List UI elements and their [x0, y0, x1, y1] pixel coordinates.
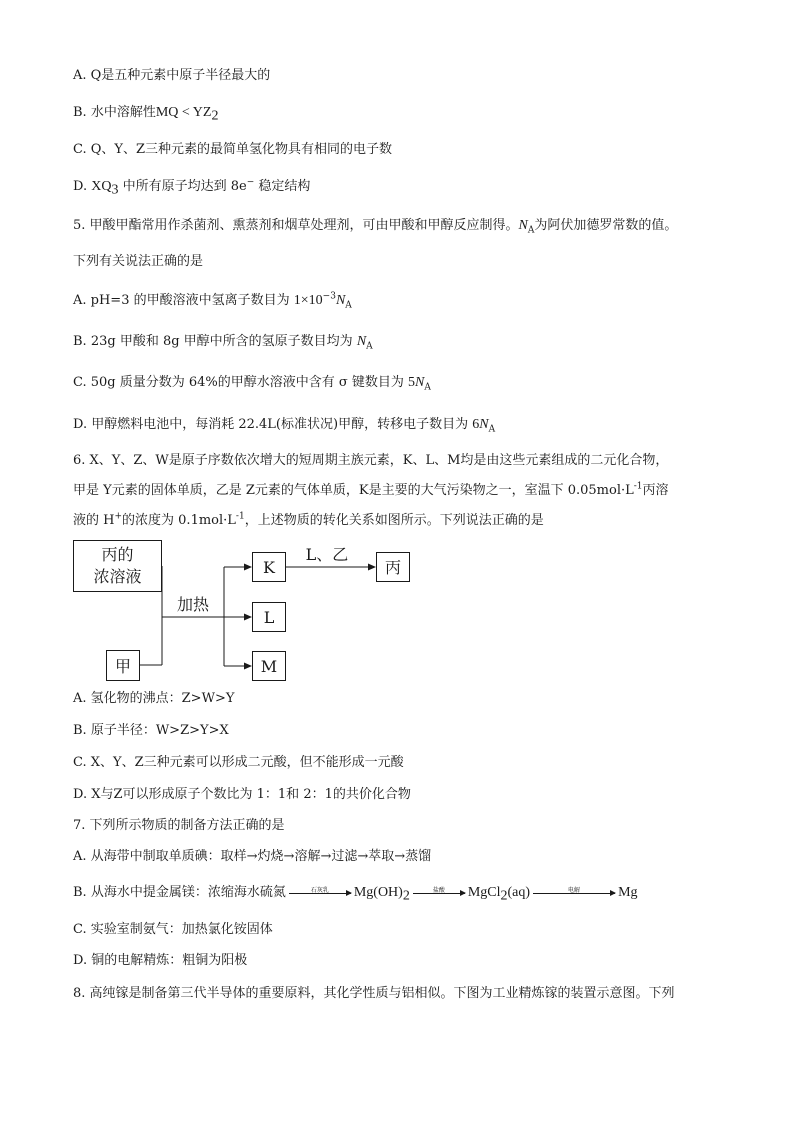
q6-option-b: B. 原子半径：W>Z>Y>X [73, 723, 229, 738]
q6-option-c: C. X、Y、Z三种元素可以形成二元酸，但不能形成一元酸 [73, 755, 404, 770]
label-bing-line2: 浓溶液 [93, 567, 142, 586]
q5-stem-line-1: 5. 甲酸甲酯常用作杀菌剂、熏蒸剂和烟草处理剂，可由甲酸和甲醇反应制得。$N_A$为阿伏加德罗常数的值。 [73, 218, 678, 236]
q4-option-d: D. $XQ_3$ 中所有原子均达到 8e− 稳定结构 [73, 177, 311, 198]
label-arrow-condition: L、乙 [305, 545, 349, 564]
q8-stem: 8. 高纯镓是制备第三代半导体的重要原料，其化学性质与铝相似。下图为工业精炼镓的装置示意图。下列 [73, 986, 675, 1001]
q6-option-a: A. 氢化物的沸点：Z>W>Y [73, 691, 235, 706]
q7-option-a: A. 从海带中制取单质碘：取样→灼烧→溶解→过滤→萃取→蒸馏 [73, 849, 432, 864]
q6-stem-line-1: 6. X、Y、Z、W是原子序数依次增大的短周期主族元素，K、L、M均是由这些元素组成的二元化合物， [73, 453, 669, 468]
q5-stem-line-2: 下列有关说法正确的是 [73, 254, 204, 269]
label-heat: 加热 [176, 595, 210, 614]
q4-option-b: B. 水中溶解性MQ < $YZ_2$ [73, 105, 219, 124]
q7-option-b: B. 从海水中提金属镁：浓缩海水硫氮 石灰乳 $Mg(OH)_2$ 盐酸 MgCl$_2$(aq) 电解 Mg [73, 885, 638, 904]
arrow-electrolysis: 电解 [533, 891, 615, 894]
arrow-hydrochloric-acid: 盐酸 [413, 891, 465, 894]
q7-option-c: C. 实验室制氨气：加热氯化铵固体 [73, 922, 273, 937]
q5-option-c: C. 50g 质量分数为 64%的甲醇水溶液中含有 σ 键数目为 $5N_A$ [73, 375, 431, 393]
q4-option-a: A. Q是五种元素中原子半径最大的 [73, 68, 271, 83]
q6-stem-line-3: 液的 H+的浓度为 $0.1mol\cdot L^{-1}$，上述物质的转化关系如图所示。下列说法正确的是 [73, 511, 544, 528]
label-jia: 甲 [114, 657, 132, 676]
q5-option-b: B. 23g 甲酸和 8g 甲醇中所含的氢原子数目均为 $N_A$ [73, 334, 373, 352]
q7-option-d: D. 铜的电解精炼：粗铜为阳极 [73, 953, 248, 968]
q6-option-d: D. X与Z可以形成原子个数比为 1：1和 2：1的共价化合物 [73, 787, 411, 802]
q7-stem: 7. 下列所示物质的制备方法正确的是 [73, 818, 285, 833]
q6-reaction-diagram [73, 538, 413, 686]
q5-option-a: A. pH=3 的甲酸溶液中氢离子数目为 $1\times 10^{-3}N_A$ [73, 291, 352, 311]
q5-option-d: D. 甲醇燃料电池中，每消耗 22.4L(标准状况)甲醇，转移电子数目为 $6N_A$ [73, 417, 496, 435]
label-l: L [263, 608, 275, 627]
arrow-lime-milk: 石灰乳 [289, 891, 351, 894]
label-m: M [260, 657, 278, 676]
label-k: K [263, 558, 275, 577]
q6-stem-line-2: 甲是 Y元素的固体单质，乙是 Z元素的气体单质，K是主要的大气污染物之一，室温下 $0.05mol\cdot L^{-1}$丙溶 [73, 481, 669, 498]
label-bing: 丙 [384, 558, 402, 577]
label-bing-line1: 丙的 [101, 545, 134, 564]
q4-option-c: C. Q、Y、Z三种元素的最简单氢化物具有相同的电子数 [73, 142, 393, 157]
